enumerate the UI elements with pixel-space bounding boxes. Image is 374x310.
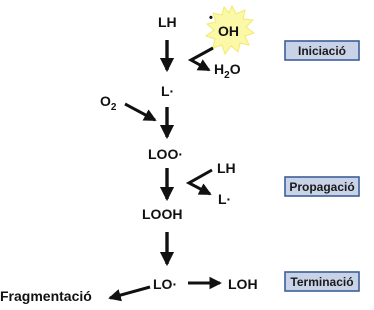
hydroxyl-label: OH — [218, 23, 239, 39]
oxygen-label — [100, 93, 117, 113]
oxygen-subscript: 2 — [110, 102, 117, 113]
water-label — [214, 61, 241, 81]
arrow-lh-to-l-propagation — [189, 170, 212, 194]
alkoxyl-radical-label: LO· — [153, 276, 178, 292]
stage-propagation — [285, 177, 359, 196]
lh-mid-label: LH — [217, 160, 236, 176]
stage-initiation-label: Iniciació — [297, 44, 347, 58]
lipid-radical-2-label: L· — [218, 191, 232, 207]
arrow-oxygen-in — [125, 104, 155, 120]
lh-top-label: LH — [158, 14, 177, 30]
water-subscript: 2 — [224, 70, 230, 81]
arrow-lo-to-fragmentation — [110, 287, 150, 298]
lipid-radical-label: L· — [161, 83, 175, 99]
water-o: O — [229, 61, 241, 77]
fragmentation-label: Fragmentació — [0, 288, 92, 304]
peroxyl-radical-label: LOO· — [148, 146, 183, 162]
stage-initiation — [285, 41, 359, 60]
arrow-oh-to-water — [191, 48, 213, 70]
hydroxyl-dot: • — [209, 12, 213, 24]
water-h: H — [214, 61, 225, 77]
stage-propagation-label: Propagació — [289, 180, 355, 194]
alcohol-label: LOH — [228, 276, 258, 292]
oxygen-o: O — [100, 93, 111, 109]
stage-termination-label: Terminació — [290, 275, 354, 289]
stage-termination — [285, 272, 359, 291]
hydroperoxide-label: LOOH — [142, 206, 183, 222]
